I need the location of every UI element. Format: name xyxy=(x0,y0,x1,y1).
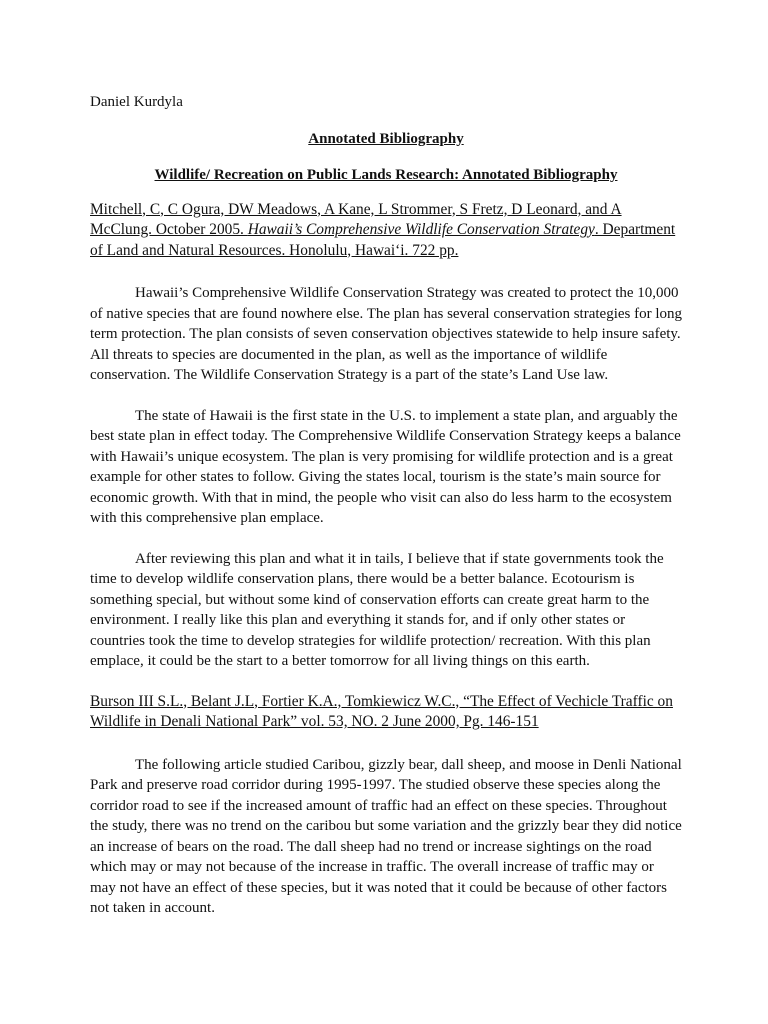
citation-authors: Mitchell, C, C Ogura, DW Meadows, A Kane, L Strommer, S Fretz, D Leonard, and A McClung. October 2005. xyxy=(90,200,622,238)
document-title: Annotated Bibliography xyxy=(308,130,464,147)
bibliography-entry-1 xyxy=(90,200,682,672)
citation-publisher: . Department of Land and Natural Resources. Honolulu, Hawai‘i. 722 pp. xyxy=(90,221,676,259)
document-page xyxy=(90,92,682,939)
author-name: Daniel Kurdyla xyxy=(90,94,183,110)
annotation-paragraph: Hawaii’s Comprehensive Wildlife Conservation Strategy was created to protect the 10,000 of native species that are found nowhere else. The plan has several conservation strategies for long term protection. The plan consists of seven conservation objectives statewide to help insure safety. All threats to species are documented in the plan, as well as the importance of wildlife conservation. The Wildlife Conservation Strategy is a part of the state’s Land Use law. xyxy=(90,285,683,383)
annotation-paragraph: After reviewing this plan and what it in tails, I believe that if state governments took the time to develop wildlife conservation plans, there would be a better balance. Ecotourism is something special, but without some kind of conservation efforts can create great harm to the environment. I really like this plan and everything it stands for, and if only other states or countries took the time to develop strategies for wildlife protection/ recreation. With this plan emplace, it could be the start to a better tomorrow for all living things on this earth. xyxy=(90,550,664,669)
annotation-paragraph: The state of Hawaii is the first state in the U.S. to implement a state plan, and arguably the best state plan in effect today. The Comprehensive Wildlife Conservation Strategy keeps a balance with Hawaii’s unique ecosystem. The plan is very promising for wildlife protection and is a great example for other states to follow. Giving the states local, tourism is the state’s main source for economic growth. With that in mind, the people who visit can also do less harm to the ecosystem with this comprehensive plan emplace. xyxy=(90,407,681,526)
citation-2: Burson III S.L., Belant J.L, Fortier K.A., Tomkiewicz W.C., “The Effect of Vechicle Traffic on Wildlife in Denali National Park” vol. 53, NO. 2 June 2000, Pg. 146-151 xyxy=(90,692,673,730)
bibliography-entry-2 xyxy=(90,692,682,919)
citation-1 xyxy=(90,200,682,262)
citation-work-title: Hawaii’s Comprehensive Wildlife Conservation Strategy xyxy=(247,221,595,238)
document-subtitle: Wildlife/ Recreation on Public Lands Research: Annotated Bibliography xyxy=(154,167,618,183)
annotation-paragraph: The following article studied Caribou, gizzly bear, dall sheep, and moose in Denli National Park and preserve road corridor during 1995-1997. The studied observe these species along the corridor road to see if the increased amount of traffic had an effect on these species. Throughout the study, there was no trend on the caribou but some variation and the grizzly bear they did notice an increase of bears on the road. The dall sheep had no trend or increase sightings on the road which may or may not because of the increase in traffic. The overall increase of traffic may or may not have an effect of these species, but it was noted that it could be because of other factors not taken in account. xyxy=(90,756,682,916)
